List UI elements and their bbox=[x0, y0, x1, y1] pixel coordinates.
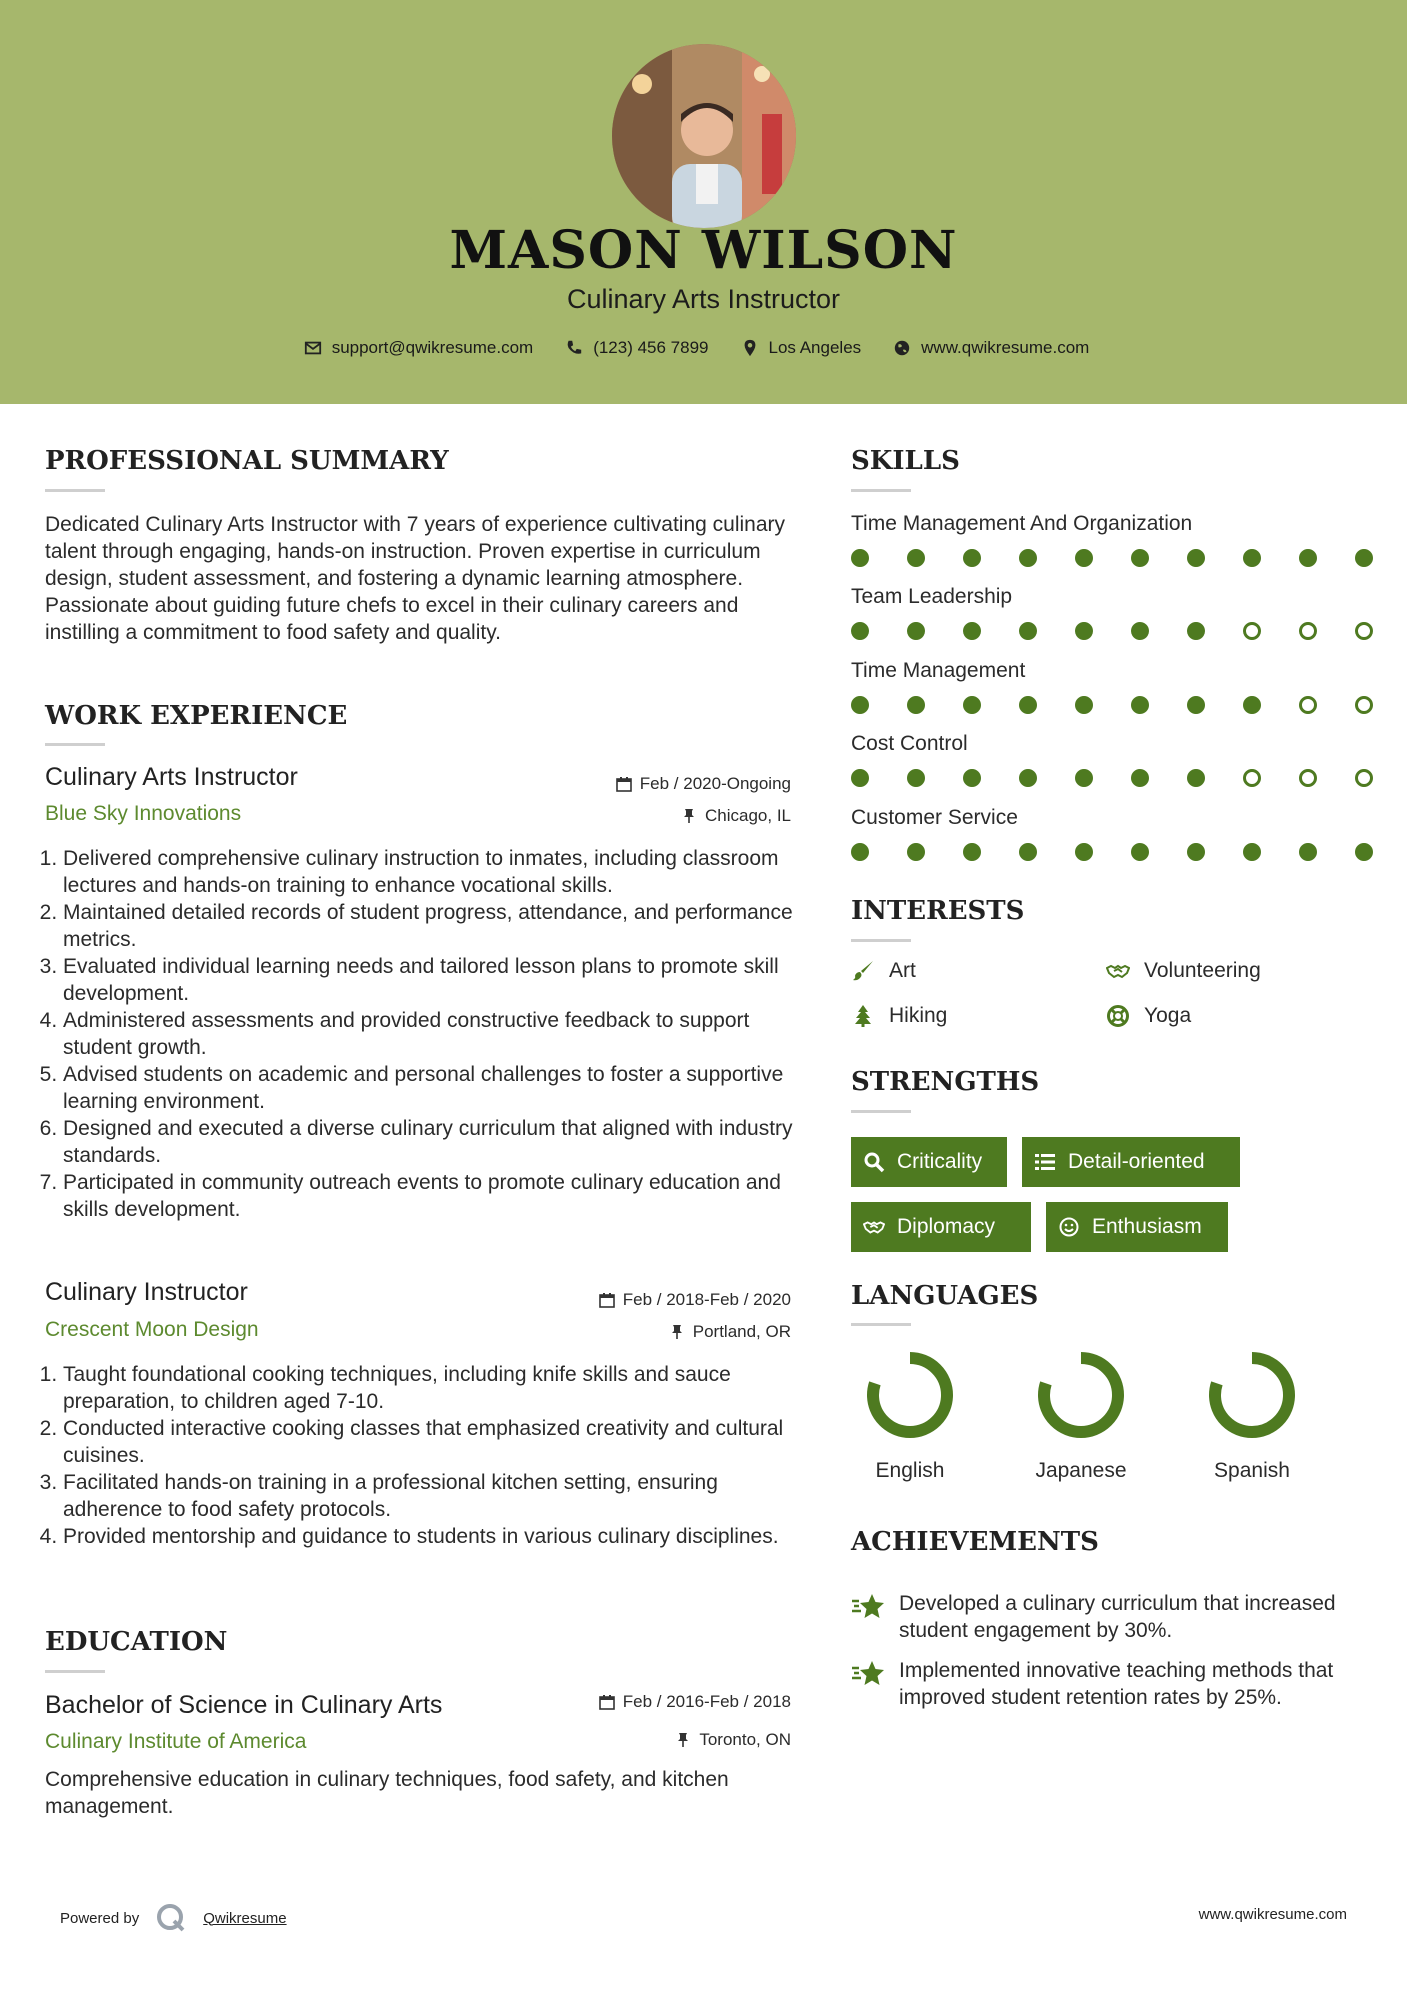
rating-dot-filled bbox=[1355, 549, 1373, 567]
rating-dot-filled bbox=[1299, 549, 1317, 567]
strength-tag-diplomacy bbox=[851, 1202, 1031, 1252]
profile-photo bbox=[612, 44, 796, 228]
education-location bbox=[675, 1730, 791, 1750]
school-name: Culinary Institute of America bbox=[45, 1730, 307, 1753]
rating-dot-filled bbox=[907, 549, 925, 567]
rating-dot-filled bbox=[1075, 622, 1093, 640]
calendar-icon bbox=[599, 1694, 615, 1710]
handshake-icon bbox=[863, 1216, 885, 1238]
language-ring bbox=[864, 1349, 956, 1441]
skill-rating bbox=[851, 549, 1373, 571]
rating-dot-empty bbox=[1299, 769, 1317, 787]
list-item: 6. Designed and executed a diverse culinary curriculum that aligned with industry standards. bbox=[63, 1115, 803, 1169]
rating-dot-filled bbox=[1131, 769, 1149, 787]
rating-dot-empty bbox=[1299, 696, 1317, 714]
strength-tag-enthusiasm bbox=[1046, 1202, 1228, 1252]
education-dates-text: Feb / 2016-Feb / 2018 bbox=[622, 1692, 791, 1711]
rating-dot-filled bbox=[1019, 549, 1037, 567]
interest-yoga bbox=[1106, 1004, 1191, 1028]
education-dates bbox=[599, 1692, 791, 1712]
pushpin-icon bbox=[669, 1324, 685, 1340]
list-item: 4. Provided mentorship and guidance to students in various culinary disciplines. bbox=[63, 1523, 803, 1550]
rating-dot-filled bbox=[1075, 696, 1093, 714]
strength-label: Criticality bbox=[897, 1150, 983, 1173]
skill-label: Time Management bbox=[851, 659, 1026, 682]
list-item: 3. Facilitated hands-on training in a professional kitchen setting, ensuring adherence to food safety protocols. bbox=[63, 1469, 803, 1523]
list-item: 2. Conducted interactive cooking classes that emphasized creativity and cultural cuisines. bbox=[63, 1415, 803, 1469]
job-duties-list bbox=[45, 1361, 803, 1550]
star-icon bbox=[851, 1592, 885, 1622]
contact-location-text: Los Angeles bbox=[768, 338, 862, 357]
contact-email[interactable] bbox=[304, 338, 534, 358]
skills-rule bbox=[851, 489, 911, 492]
skill-label: Team Leadership bbox=[851, 585, 1013, 608]
interest-art bbox=[851, 959, 916, 983]
rating-dot-filled bbox=[851, 549, 869, 567]
education-description: Comprehensive education in culinary techniques, food safety, and kitchen management. bbox=[45, 1768, 729, 1818]
phone-icon bbox=[565, 339, 583, 357]
star-icon bbox=[851, 1659, 885, 1689]
qwikresume-logo-icon bbox=[155, 1902, 187, 1934]
rating-dot-filled bbox=[1131, 843, 1149, 861]
rating-dot-filled bbox=[907, 696, 925, 714]
job-location bbox=[681, 806, 791, 826]
job-dates bbox=[616, 774, 791, 794]
candidate-title: Culinary Arts Instructor bbox=[566, 284, 841, 314]
interest-label: Hiking bbox=[889, 1004, 948, 1027]
skill-label: Time Management And Organization bbox=[851, 512, 1193, 535]
summary-text: Dedicated Culinary Arts Instructor with 7 years of experience cultivating culinary talent through engaging, hands-on instruction. Proven expertise in curriculum design, student assessment, and fostering a dynamic learning atmosphere. Passionate about guiding future chefs to excel in their culinary careers and instilling a commitment to food safety and quality. bbox=[45, 513, 786, 644]
list-item: 5. Advised students on academic and personal challenges to foster a supportive learning environment. bbox=[63, 1061, 803, 1115]
rating-dot-filled bbox=[1131, 549, 1149, 567]
rating-dot-filled bbox=[907, 769, 925, 787]
calendar-icon bbox=[599, 1292, 615, 1308]
interest-hiking bbox=[851, 1004, 947, 1028]
map-pin-icon bbox=[741, 339, 759, 357]
achievements-heading: ACHIEVEMENTS bbox=[851, 1527, 1099, 1557]
skill-rating bbox=[851, 696, 1373, 718]
rating-dot-filled bbox=[1075, 769, 1093, 787]
language-ring bbox=[1206, 1349, 1298, 1441]
rating-dot-filled bbox=[963, 622, 981, 640]
achievement-text: Implemented innovative teaching methods that improved student retention rates by 25%. bbox=[899, 1659, 1334, 1709]
list-item: 4. Administered assessments and provided constructive feedback to support student growth. bbox=[63, 1007, 803, 1061]
rating-dot-empty bbox=[1355, 769, 1373, 787]
footer-powered-by bbox=[60, 1902, 287, 1934]
rating-dot-filled bbox=[1019, 696, 1037, 714]
rating-dot-empty bbox=[1355, 622, 1373, 640]
summary-heading: PROFESSIONAL SUMMARY bbox=[45, 446, 449, 476]
rating-dot-filled bbox=[1075, 843, 1093, 861]
skills-heading: SKILLS bbox=[851, 446, 960, 476]
rating-dot-filled bbox=[1131, 622, 1149, 640]
contact-email-text: support@qwikresume.com bbox=[331, 338, 534, 357]
rating-dot-filled bbox=[1187, 549, 1205, 567]
list-item: 1. Taught foundational cooking techniques, including knife skills and sauce preparation, to children aged 7-10. bbox=[63, 1361, 803, 1415]
experience-rule bbox=[45, 743, 105, 746]
rating-dot-filled bbox=[851, 843, 869, 861]
rating-dot-filled bbox=[1131, 696, 1149, 714]
rating-dot-filled bbox=[1187, 769, 1205, 787]
powered-by-label: Powered by bbox=[60, 1909, 140, 1927]
experience-heading: WORK EXPERIENCE bbox=[45, 701, 348, 731]
contact-phone[interactable] bbox=[565, 338, 708, 358]
interest-label: Art bbox=[889, 959, 916, 982]
job-dates-text: Feb / 2018-Feb / 2020 bbox=[622, 1290, 791, 1309]
rating-dot-filled bbox=[1019, 622, 1037, 640]
calendar-icon bbox=[616, 776, 632, 792]
summary-rule bbox=[45, 489, 105, 492]
footer-website[interactable]: www.qwikresume.com bbox=[1198, 1906, 1347, 1923]
rating-dot-filled bbox=[1187, 843, 1205, 861]
rating-dot-empty bbox=[1299, 622, 1317, 640]
rating-dot-filled bbox=[963, 769, 981, 787]
candidate-name: MASON WILSON bbox=[449, 220, 958, 281]
rating-dot-filled bbox=[1243, 843, 1261, 861]
strength-tag-criticality bbox=[851, 1137, 1007, 1187]
rating-dot-filled bbox=[963, 843, 981, 861]
strengths-heading: STRENGTHS bbox=[851, 1067, 1040, 1097]
job-duties-list bbox=[45, 845, 803, 1223]
lifebuoy-icon bbox=[1106, 1004, 1130, 1028]
language-label: English bbox=[875, 1459, 945, 1482]
achievement-item bbox=[851, 1590, 1371, 1644]
strength-label: Detail-oriented bbox=[1068, 1150, 1205, 1173]
handshake-icon bbox=[1106, 959, 1130, 983]
tree-icon bbox=[851, 1004, 875, 1028]
rating-dot-filled bbox=[851, 622, 869, 640]
job-dates-text: Feb / 2020-Ongoing bbox=[639, 774, 791, 793]
language-ring bbox=[1035, 1349, 1127, 1441]
language-japanese bbox=[1021, 1349, 1141, 1483]
list-icon bbox=[1034, 1151, 1056, 1173]
contact-website-text: www.qwikresume.com bbox=[921, 338, 1090, 357]
rating-dot-empty bbox=[1355, 696, 1373, 714]
skill-label: Customer Service bbox=[851, 806, 1018, 829]
list-item: 3. Evaluated individual learning needs and tailored lesson plans to promote skill development. bbox=[63, 953, 803, 1007]
globe-icon bbox=[893, 339, 911, 357]
rating-dot-filled bbox=[851, 696, 869, 714]
education-heading: EDUCATION bbox=[45, 1627, 228, 1657]
strengths-rule bbox=[851, 1110, 911, 1113]
list-item: 1. Delivered comprehensive culinary instruction to inmates, including classroom lectures and hands-on training to enhance vocational skills. bbox=[63, 845, 803, 899]
job-location-text: Chicago, IL bbox=[705, 806, 791, 825]
skill-rating bbox=[851, 769, 1373, 791]
list-item: 2. Maintained detailed records of student progress, attendance, and performance metrics. bbox=[63, 899, 803, 953]
skill-label: Cost Control bbox=[851, 732, 968, 755]
job-company: Blue Sky Innovations bbox=[45, 802, 242, 825]
strength-label: Diplomacy bbox=[897, 1215, 996, 1238]
degree-title: Bachelor of Science in Culinary Arts bbox=[45, 1691, 443, 1719]
contact-location bbox=[741, 338, 862, 358]
contact-website[interactable] bbox=[893, 338, 1089, 358]
achievement-text: Developed a culinary curriculum that increased student engagement by 30%. bbox=[899, 1592, 1336, 1642]
search-icon bbox=[863, 1151, 885, 1173]
rating-dot-filled bbox=[963, 549, 981, 567]
job-dates bbox=[599, 1290, 791, 1310]
education-rule bbox=[45, 1670, 105, 1673]
rating-dot-filled bbox=[851, 769, 869, 787]
rating-dot-filled bbox=[1243, 549, 1261, 567]
strength-label: Enthusiasm bbox=[1092, 1215, 1202, 1238]
rating-dot-empty bbox=[1243, 622, 1261, 640]
job-location bbox=[669, 1322, 791, 1342]
contact-bar bbox=[0, 338, 1407, 358]
job-location-text: Portland, OR bbox=[692, 1322, 791, 1341]
language-english bbox=[850, 1349, 970, 1483]
languages-rule bbox=[851, 1323, 911, 1326]
rating-dot-filled bbox=[1075, 549, 1093, 567]
pushpin-icon bbox=[681, 808, 697, 824]
interest-label: Yoga bbox=[1144, 1004, 1192, 1027]
skill-rating bbox=[851, 843, 1373, 865]
language-spanish bbox=[1192, 1349, 1312, 1483]
rating-dot-filled bbox=[1019, 769, 1037, 787]
envelope-icon bbox=[304, 339, 322, 357]
rating-dot-filled bbox=[1243, 696, 1261, 714]
interests-rule bbox=[851, 939, 911, 942]
contact-phone-text: (123) 456 7899 bbox=[593, 338, 709, 357]
interest-label: Volunteering bbox=[1144, 959, 1261, 982]
list-item: 7. Participated in community outreach events to promote culinary education and skills development. bbox=[63, 1169, 803, 1223]
rating-dot-filled bbox=[1187, 622, 1205, 640]
qwikresume-link[interactable]: Qwikresume bbox=[203, 1909, 287, 1927]
rating-dot-filled bbox=[1355, 843, 1373, 861]
language-label: Japanese bbox=[1035, 1459, 1127, 1482]
interest-volunteering bbox=[1106, 959, 1261, 983]
education-location-text: Toronto, ON bbox=[699, 1730, 791, 1749]
strength-tag-detail-oriented bbox=[1022, 1137, 1240, 1187]
job-title: Culinary Arts Instructor bbox=[45, 763, 298, 791]
interests-heading: INTERESTS bbox=[851, 896, 1025, 926]
job-company: Crescent Moon Design bbox=[45, 1318, 259, 1341]
rating-dot-filled bbox=[907, 622, 925, 640]
smile-icon bbox=[1058, 1216, 1080, 1238]
rating-dot-filled bbox=[963, 696, 981, 714]
skill-rating bbox=[851, 622, 1373, 644]
rating-dot-filled bbox=[1299, 843, 1317, 861]
language-label: Spanish bbox=[1214, 1459, 1290, 1482]
languages-heading: LANGUAGES bbox=[851, 1281, 1039, 1311]
rating-dot-filled bbox=[907, 843, 925, 861]
rating-dot-filled bbox=[1187, 696, 1205, 714]
job-title: Culinary Instructor bbox=[45, 1278, 248, 1306]
pushpin-icon bbox=[675, 1732, 691, 1748]
rating-dot-empty bbox=[1243, 769, 1261, 787]
achievement-item bbox=[851, 1657, 1371, 1711]
rating-dot-filled bbox=[1019, 843, 1037, 861]
paintbrush-icon bbox=[851, 959, 875, 983]
